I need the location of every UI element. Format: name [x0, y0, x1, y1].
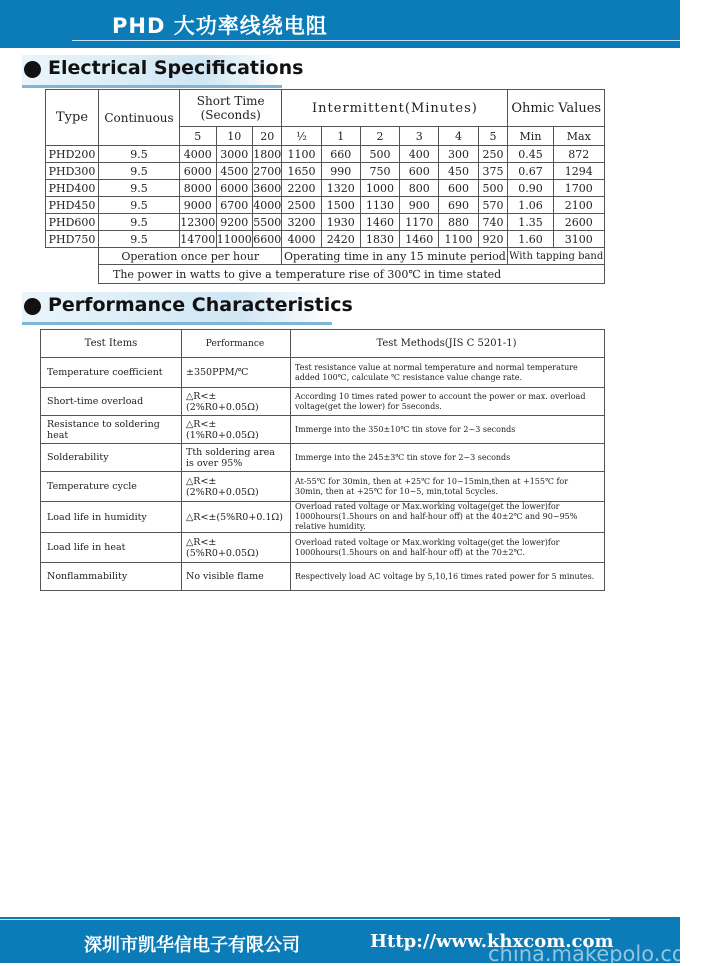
- spec-value: 0.45: [508, 146, 553, 163]
- spec-value: 1320: [321, 180, 360, 197]
- spec-value: 0.67: [508, 163, 553, 180]
- spec-row: [46, 197, 605, 214]
- sub-inter-2: 2: [360, 127, 399, 146]
- perf-method: Immerge into the 350±10℃ tin stove for 2~3 seconds: [291, 416, 605, 444]
- spec-value: 8000: [180, 180, 217, 197]
- spec-value: 9000: [180, 197, 217, 214]
- perf-value: ±350PPM/℃: [182, 358, 291, 388]
- perf-row: [41, 388, 605, 416]
- spec-value: 14700: [180, 232, 216, 246]
- spec-value: 1830: [360, 231, 399, 248]
- perf-value: △R<±(1%R0+0.05Ω): [182, 416, 291, 444]
- spec-value: 500: [478, 180, 508, 197]
- spec-value: 4500: [216, 163, 253, 180]
- spec-value: 3200: [282, 214, 321, 231]
- spec-value: 6000: [180, 163, 217, 180]
- spec-value: 3000: [216, 146, 253, 163]
- spec-value: 9.5: [99, 180, 180, 197]
- spec-row: [46, 163, 605, 180]
- spec-value: 12300: [180, 215, 216, 229]
- sub-ohm-min: Min: [508, 127, 553, 146]
- sub-inter-1: 1: [321, 127, 360, 146]
- head-performance: Performance: [182, 330, 291, 358]
- spec-value: 450: [439, 163, 478, 180]
- head-test-methods: Test Methods(JIS C 5201-1): [291, 330, 605, 358]
- watermark: china.makepolo.com: [488, 942, 705, 966]
- perf-value: △R<±(2%R0+0.05Ω): [182, 472, 291, 502]
- sub-short-20: 20: [253, 127, 282, 146]
- spec-value: 3600: [253, 181, 282, 195]
- spec-value: 1.60: [508, 231, 553, 248]
- spec-value: 1130: [360, 197, 399, 214]
- spec-value: 4000: [180, 146, 217, 163]
- perf-row: [41, 472, 605, 502]
- perf-item: Temperature coefficient: [41, 358, 182, 388]
- spec-value: 2700: [253, 164, 282, 178]
- sub-inter-5: 5: [478, 127, 508, 146]
- section-header-electrical: [22, 55, 304, 88]
- spec-value: 872: [553, 146, 604, 163]
- perf-value: Tth soldering area is over 95%: [182, 444, 291, 472]
- perf-method: Respectively load AC voltage by 5,10,16 times rated power for 5 minutes.: [291, 563, 605, 591]
- spec-value: 300: [439, 146, 478, 163]
- col-short-label: Short Time: [196, 94, 265, 108]
- performance-table: [40, 329, 605, 591]
- company-url: Http://www.khxcom.com: [370, 931, 614, 952]
- spec-value: 9.5: [99, 214, 180, 231]
- spec-value: 5500: [253, 215, 282, 229]
- spec-value: 4000: [282, 231, 321, 248]
- spec-value: 990: [321, 163, 360, 180]
- spec-type: PHD400: [46, 180, 99, 197]
- spec-value: 2600: [553, 214, 604, 231]
- perf-row: [41, 502, 605, 533]
- spec-value: 9.5: [99, 163, 180, 180]
- perf-value: △R<±(5%R0+0.1Ω): [182, 502, 291, 533]
- spec-value: 1170: [400, 214, 439, 231]
- perf-item: Short-time overload: [41, 388, 182, 416]
- perf-row: [41, 358, 605, 388]
- spec-type: PHD600: [46, 214, 99, 231]
- perf-item: Solderability: [41, 444, 182, 472]
- spec-value: 2100: [553, 197, 604, 214]
- spec-value: 9.5: [99, 146, 180, 163]
- perf-method: Overload rated voltage or Max.working voltage(get the lower)for 1000hours(1.5hours on and half-hour off) at the 70±2℃.: [291, 533, 605, 563]
- col-short-unit: (Seconds): [200, 108, 261, 122]
- spec-value: 1460: [360, 214, 399, 231]
- spec-value: 11000: [216, 232, 252, 246]
- spec-value: 1460: [400, 231, 439, 248]
- spec-value: 3100: [553, 231, 604, 248]
- spec-value: 920: [478, 231, 508, 248]
- spec-value: 570: [478, 197, 508, 214]
- perf-row: [41, 563, 605, 591]
- spec-type: PHD450: [46, 197, 99, 214]
- col-intermittent: Intermittent(Minutes): [282, 90, 508, 127]
- spec-value: 1930: [321, 214, 360, 231]
- spec-row: [46, 214, 605, 231]
- perf-method: According 10 times rated power to account the power or max. overload voltage(get the lower) for 5seconds.: [291, 388, 605, 416]
- col-short-time: [180, 90, 282, 127]
- spec-value: 250: [478, 146, 508, 163]
- perf-item: Load life in humidity: [41, 502, 182, 533]
- spec-value: 9.5: [99, 231, 180, 248]
- perf-item: Load life in heat: [41, 533, 182, 563]
- sub-short-5: 5: [180, 127, 217, 146]
- spec-value: 1294: [553, 163, 604, 180]
- page-title: PHD 大功率线绕电阻: [112, 14, 328, 38]
- header-rule: [72, 40, 680, 41]
- note-operating-time: Operating time in any 15 minute period: [282, 248, 508, 265]
- spec-value: 740: [478, 214, 508, 231]
- col-ohmic: Ohmic Values: [508, 90, 605, 127]
- spec-value: 1650: [282, 163, 321, 180]
- spec-value: 900: [400, 197, 439, 214]
- spec-value: 2420: [321, 231, 360, 248]
- spec-value: 600: [439, 180, 478, 197]
- sub-ohm-max: Max: [553, 127, 604, 146]
- spec-value: 2200: [282, 180, 321, 197]
- bullet-icon: [24, 61, 41, 78]
- perf-value: No visible flame: [182, 563, 291, 591]
- perf-value: △R<±(5%R0+0.05Ω): [182, 533, 291, 563]
- spec-value: 1500: [321, 197, 360, 214]
- spec-value: 400: [400, 146, 439, 163]
- footer-rule: [0, 919, 610, 920]
- spec-type: PHD200: [46, 146, 99, 163]
- spec-value: 1.06: [508, 197, 553, 214]
- note-tapping-band: With tapping band: [508, 248, 605, 265]
- spec-value: 9.5: [99, 197, 180, 214]
- note-operation-hour: Operation once per hour: [99, 248, 282, 265]
- spec-value: 1100: [439, 231, 478, 248]
- perf-method: Immerge into the 245±3℃ tin stove for 2~3 seconds: [291, 444, 605, 472]
- section-title-electrical: Electrical Specifications: [48, 57, 304, 79]
- spec-row: [46, 231, 605, 248]
- spec-row: [46, 180, 605, 197]
- perf-value: △R<±(2%R0+0.05Ω): [182, 388, 291, 416]
- spec-value: 750: [360, 163, 399, 180]
- perf-item: Nonflammability: [41, 563, 182, 591]
- spec-value: 1000: [360, 180, 399, 197]
- perf-row: [41, 533, 605, 563]
- spec-value: 1800: [253, 147, 282, 161]
- sub-inter-half: ½: [282, 127, 321, 146]
- spec-value: 600: [400, 163, 439, 180]
- spec-type: PHD750: [46, 231, 99, 248]
- perf-item: Resistance to soldering heat: [41, 416, 182, 444]
- spec-value: 6700: [216, 197, 253, 214]
- sub-inter-3: 3: [400, 127, 439, 146]
- head-test-items: Test Items: [41, 330, 182, 358]
- spec-value: 500: [360, 146, 399, 163]
- bullet-icon: [24, 298, 41, 315]
- spec-value: 0.90: [508, 180, 553, 197]
- spec-value: 2500: [282, 197, 321, 214]
- spec-value: 800: [400, 180, 439, 197]
- spec-value: 1100: [282, 146, 321, 163]
- section-title-performance: Performance Characteristics: [48, 294, 353, 316]
- perf-method: At-55℃ for 30min, then at +25℃ for 10~15min,then at +155℃ for 30min, then at +25℃ for 10~5, min,total 5cycles.: [291, 472, 605, 502]
- sub-inter-4: 4: [439, 127, 478, 146]
- spec-value: 1.35: [508, 214, 553, 231]
- spec-value: 6600: [253, 232, 282, 246]
- company-name: 深圳市凯华信电子有限公司: [84, 935, 300, 956]
- spec-type: PHD300: [46, 163, 99, 180]
- perf-method: Overload rated voltage or Max.working voltage(get the lower)for 1000hours(1.5hours on and half-hour off) at the 40±2℃ and 90~95% relative humidity.: [291, 502, 605, 533]
- page-header: [0, 0, 680, 48]
- perf-item: Temperature cycle: [41, 472, 182, 502]
- perf-method: Test resistance value at normal temperature and normal temperature added 100℃, calculate ℃ resistance value change rate.: [291, 358, 605, 388]
- spec-value: 660: [321, 146, 360, 163]
- perf-row: [41, 444, 605, 472]
- col-type: Type: [46, 90, 99, 146]
- section-header-performance: [22, 292, 353, 325]
- spec-value: 880: [439, 214, 478, 231]
- spec-value: 6000: [216, 180, 253, 197]
- col-continuous: Continuous: [99, 90, 180, 146]
- spec-value: 9200: [216, 214, 253, 231]
- note-power: The power in watts to give a temperature rise of 300℃ in time stated: [99, 265, 605, 284]
- sub-short-10: 10: [216, 127, 253, 146]
- electrical-spec-table: [45, 89, 605, 284]
- spec-value: 1700: [553, 180, 604, 197]
- spec-value: 690: [439, 197, 478, 214]
- spec-value: 4000: [253, 198, 282, 212]
- perf-row: [41, 416, 605, 444]
- spec-row: [46, 146, 605, 163]
- spec-value: 375: [478, 163, 508, 180]
